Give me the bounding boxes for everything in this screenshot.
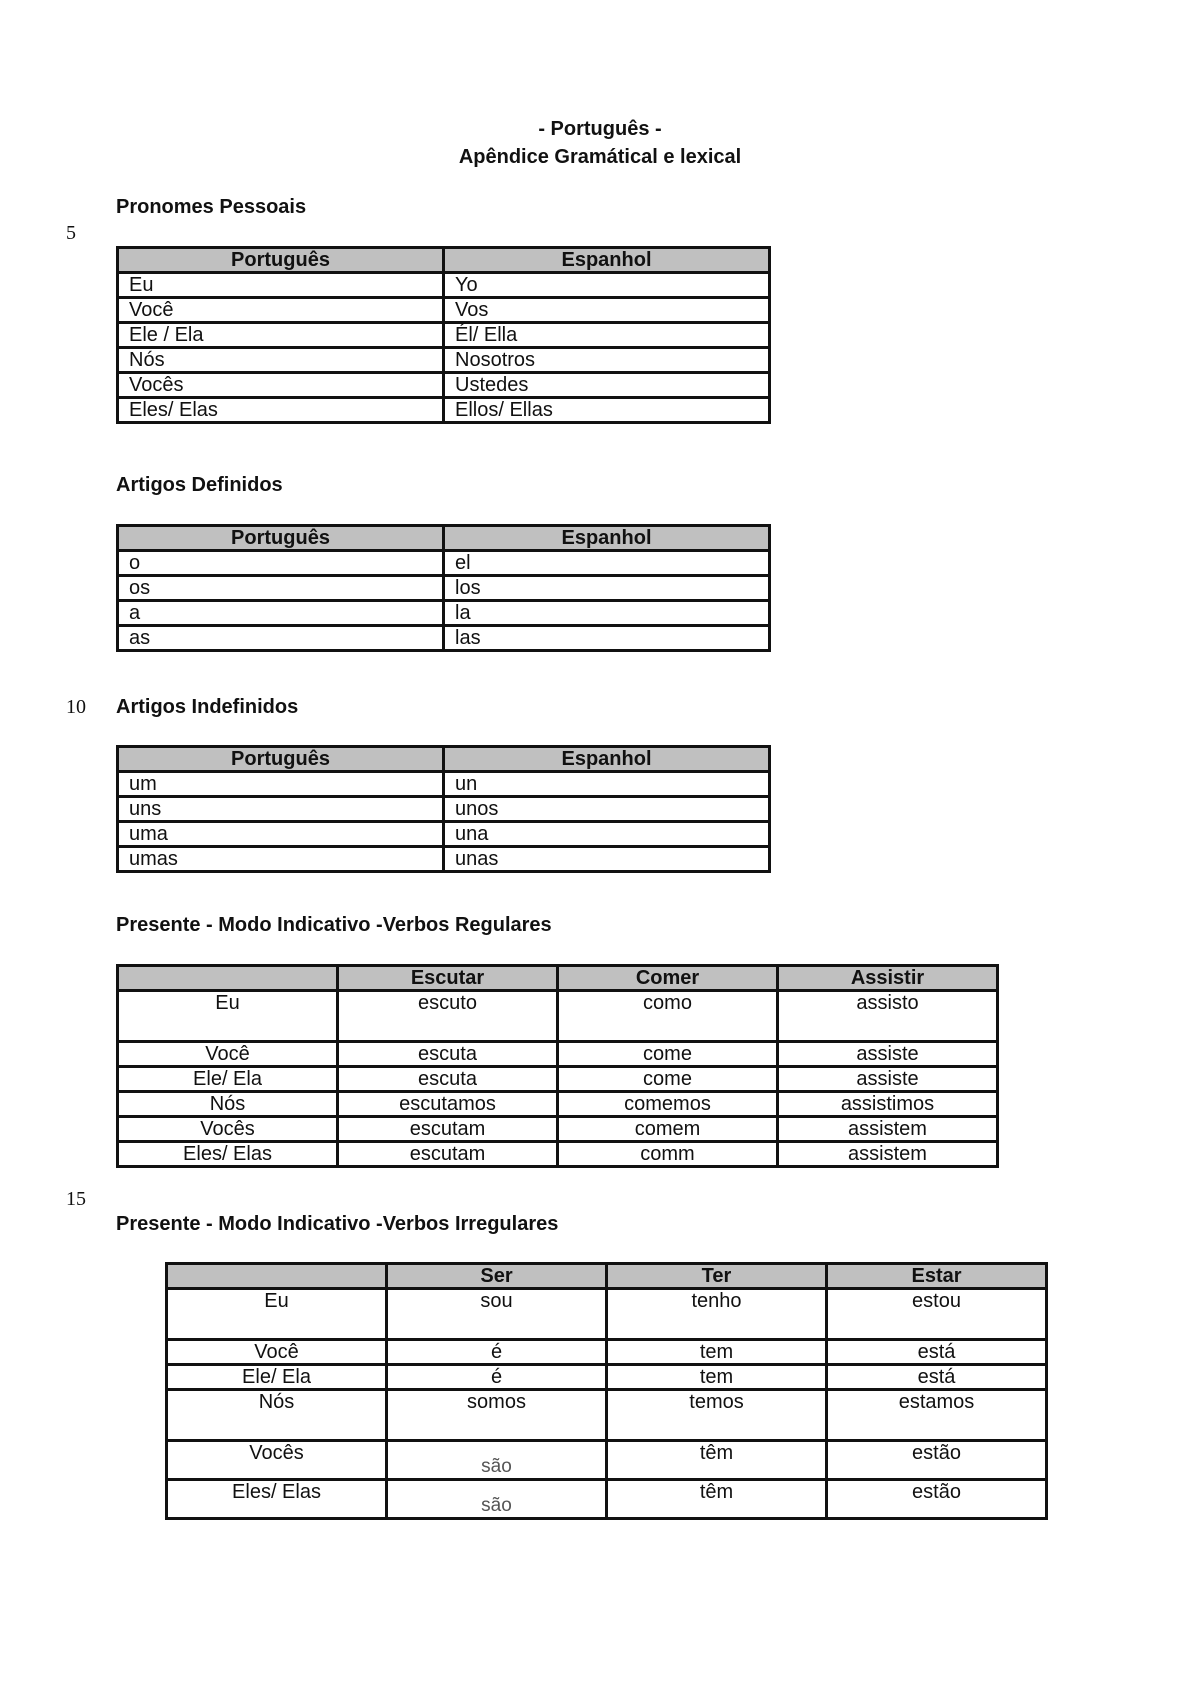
table-row — [167, 1441, 1047, 1480]
table-row — [118, 601, 770, 626]
indefinidos-table — [116, 745, 771, 873]
table-cell: Ellos/ Ellas — [444, 398, 770, 423]
table-cell: comm — [558, 1142, 778, 1167]
pronomes-table — [116, 246, 771, 424]
table-cell — [387, 1441, 607, 1480]
table-cell: estou — [827, 1289, 1047, 1340]
table-cell: come — [558, 1067, 778, 1092]
line-number: 10 — [66, 696, 86, 718]
table-row — [167, 1365, 1047, 1390]
column-header: Estar — [827, 1264, 1047, 1289]
column-header: Ser — [387, 1264, 607, 1289]
line-number: 15 — [66, 1188, 86, 1210]
table-row — [118, 298, 770, 323]
table-header-row — [118, 526, 770, 551]
table-cell: estão — [827, 1480, 1047, 1519]
table-cell: é — [387, 1340, 607, 1365]
table-cell: escuta — [338, 1067, 558, 1092]
column-header: Assistir — [778, 966, 998, 991]
table-cell: assiste — [778, 1067, 998, 1092]
table-row — [118, 797, 770, 822]
table-cell: assisto — [778, 991, 998, 1042]
table-cell: estamos — [827, 1390, 1047, 1441]
table-cell: assistem — [778, 1117, 998, 1142]
table-row — [167, 1390, 1047, 1441]
table-header-row — [118, 747, 770, 772]
table-row — [118, 1117, 998, 1142]
table-cell: a — [118, 601, 444, 626]
table-row — [118, 1067, 998, 1092]
column-header: Português — [118, 248, 444, 273]
table-row — [118, 576, 770, 601]
table-row — [118, 991, 998, 1042]
table-cell: los — [444, 576, 770, 601]
table-row — [118, 1042, 998, 1067]
table-cell-text: são — [481, 1456, 512, 1477]
table-row — [118, 772, 770, 797]
column-header: Ter — [607, 1264, 827, 1289]
table-cell: Eles/ Elas — [118, 398, 444, 423]
table-cell: têm — [607, 1480, 827, 1519]
table-cell: Ustedes — [444, 373, 770, 398]
table-cell: tem — [607, 1365, 827, 1390]
column-header — [167, 1264, 387, 1289]
table-cell: Ele / Ela — [118, 323, 444, 348]
table-cell: comem — [558, 1117, 778, 1142]
table-cell: estão — [827, 1441, 1047, 1480]
table-cell: Ele/ Ela — [167, 1365, 387, 1390]
table-row — [118, 847, 770, 872]
table-cell: Eu — [167, 1289, 387, 1340]
line-number: 5 — [66, 222, 76, 244]
table-row — [167, 1289, 1047, 1340]
table-cell: Nós — [118, 1092, 338, 1117]
table-cell: Vocês — [167, 1441, 387, 1480]
section-heading-irregulares: Presente - Modo Indicativo -Verbos Irregulares — [116, 1213, 559, 1235]
column-header: Português — [118, 747, 444, 772]
table-cell: tenho — [607, 1289, 827, 1340]
table-cell: assistem — [778, 1142, 998, 1167]
column-header: Comer — [558, 966, 778, 991]
table-cell: Vos — [444, 298, 770, 323]
table-cell: unos — [444, 797, 770, 822]
table-header-row — [118, 966, 998, 991]
table-row — [118, 323, 770, 348]
section-heading-indefinidos: Artigos Indefinidos — [116, 696, 299, 718]
table-row — [118, 1092, 998, 1117]
table-row — [118, 398, 770, 423]
document-title: - Português - — [538, 118, 662, 140]
table-cell: uma — [118, 822, 444, 847]
table-cell: escuta — [338, 1042, 558, 1067]
table-cell: Você — [118, 298, 444, 323]
table-cell: Eles/ Elas — [118, 1142, 338, 1167]
table-cell: somos — [387, 1390, 607, 1441]
table-cell: Él/ Ella — [444, 323, 770, 348]
table-cell: Nós — [167, 1390, 387, 1441]
table-cell: Vocês — [118, 1117, 338, 1142]
table-cell: as — [118, 626, 444, 651]
table-cell: Você — [118, 1042, 338, 1067]
document-subtitle: Apêndice Gramátical e lexical — [458, 146, 742, 168]
table-header-row — [167, 1264, 1047, 1289]
table-cell: Eu — [118, 273, 444, 298]
table-cell: um — [118, 772, 444, 797]
column-header — [118, 966, 338, 991]
column-header: Espanhol — [444, 526, 770, 551]
table-cell: Nosotros — [444, 348, 770, 373]
column-header: Escutar — [338, 966, 558, 991]
section-heading-definidos: Artigos Definidos — [116, 474, 283, 496]
table-row — [118, 626, 770, 651]
table-cell: Você — [167, 1340, 387, 1365]
table-cell: Ele/ Ela — [118, 1067, 338, 1092]
table-row — [167, 1480, 1047, 1519]
table-cell: una — [444, 822, 770, 847]
table-cell: está — [827, 1340, 1047, 1365]
table-cell-text: são — [481, 1495, 512, 1516]
table-cell: Nós — [118, 348, 444, 373]
table-cell: escuto — [338, 991, 558, 1042]
table-cell: Eu — [118, 991, 338, 1042]
table-cell: la — [444, 601, 770, 626]
definidos-table — [116, 524, 771, 652]
irregulares-table — [165, 1262, 1048, 1520]
table-cell: umas — [118, 847, 444, 872]
table-cell: os — [118, 576, 444, 601]
column-header: Português — [118, 526, 444, 551]
section-heading-regulares: Presente - Modo Indicativo -Verbos Regulares — [116, 914, 552, 936]
table-row — [118, 1142, 998, 1167]
table-cell: escutam — [338, 1117, 558, 1142]
table-cell: é — [387, 1365, 607, 1390]
table-cell — [387, 1480, 607, 1519]
table-cell: sou — [387, 1289, 607, 1340]
table-row — [118, 822, 770, 847]
table-cell: como — [558, 991, 778, 1042]
table-row — [118, 273, 770, 298]
column-header: Espanhol — [444, 248, 770, 273]
regulares-table — [116, 964, 999, 1168]
table-cell: está — [827, 1365, 1047, 1390]
table-row — [118, 373, 770, 398]
table-cell: come — [558, 1042, 778, 1067]
table-cell: Yo — [444, 273, 770, 298]
table-cell: assiste — [778, 1042, 998, 1067]
table-row — [118, 348, 770, 373]
table-cell: escutamos — [338, 1092, 558, 1117]
table-cell: unas — [444, 847, 770, 872]
table-cell: comemos — [558, 1092, 778, 1117]
table-cell: têm — [607, 1441, 827, 1480]
table-header-row — [118, 248, 770, 273]
table-cell: Vocês — [118, 373, 444, 398]
table-cell: assistimos — [778, 1092, 998, 1117]
table-cell: el — [444, 551, 770, 576]
section-heading-pronomes: Pronomes Pessoais — [116, 196, 307, 218]
table-cell: uns — [118, 797, 444, 822]
column-header: Espanhol — [444, 747, 770, 772]
table-cell: escutam — [338, 1142, 558, 1167]
table-row — [167, 1340, 1047, 1365]
table-cell: un — [444, 772, 770, 797]
table-cell: o — [118, 551, 444, 576]
table-cell: Eles/ Elas — [167, 1480, 387, 1519]
table-cell: tem — [607, 1340, 827, 1365]
table-row — [118, 551, 770, 576]
table-cell: temos — [607, 1390, 827, 1441]
table-cell: las — [444, 626, 770, 651]
